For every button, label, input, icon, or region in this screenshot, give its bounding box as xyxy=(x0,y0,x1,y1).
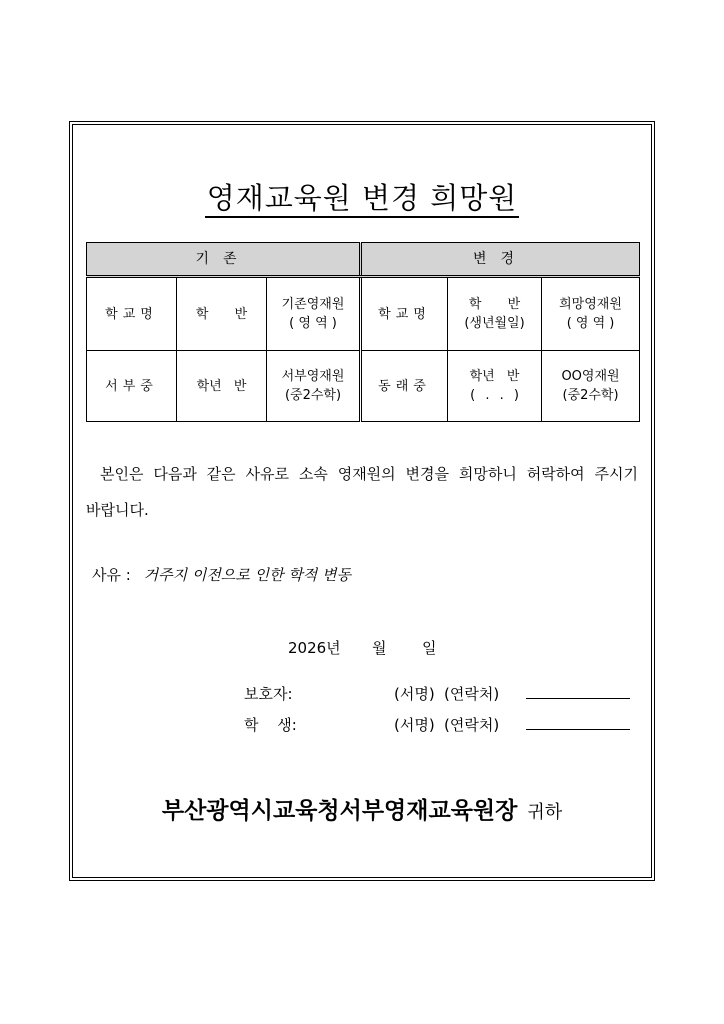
reason-text: 거주지 이전으로 인한 학적 변동 xyxy=(143,566,352,584)
section-existing: 기존 xyxy=(87,243,361,277)
student-contact-label: (연락처) xyxy=(444,716,500,734)
table-row xyxy=(87,351,640,422)
request-statement: 본인은 다음과 같은 사유로 소속 영재원의 변경을 희망하니 허락하여 주시기 바랍니다. xyxy=(86,465,638,519)
date-month: 월 xyxy=(372,639,387,657)
existing-center-header: 기존영재원 ( 영 역 ) xyxy=(267,277,361,351)
hope-center-value: OO영재원 (중2수학) xyxy=(542,351,640,422)
existing-school-value: 서부중 xyxy=(87,351,177,422)
addressee-org: 부산광역시교육청서부영재교육원장 xyxy=(161,797,518,824)
existing-class-header: 학 반 xyxy=(177,277,267,351)
section-change: 변경 xyxy=(361,243,640,277)
date-day: 일 xyxy=(422,639,437,657)
guardian-contact-label: (연락처) xyxy=(444,685,500,703)
addressee-suffix: 귀하 xyxy=(527,802,563,823)
document-title: 영재교육원 변경 희망원 xyxy=(0,176,724,217)
existing-class-value: 학년 반 xyxy=(177,351,267,422)
student-label: 학 생: xyxy=(244,716,297,734)
table-header-row xyxy=(87,243,640,277)
hope-center-header: 희망영재원 ( 영 역 ) xyxy=(542,277,640,351)
change-class-header: 학 반 (생년월일) xyxy=(448,277,542,351)
change-table xyxy=(86,242,640,422)
student-signature-line xyxy=(526,729,630,730)
reason-line xyxy=(92,564,351,585)
reason-label: 사유 : xyxy=(92,566,131,584)
addressee xyxy=(0,792,724,825)
existing-school-header: 학교명 xyxy=(87,277,177,351)
guardian-label: 보호자: xyxy=(244,685,293,703)
guardian-sign-label: (서명) xyxy=(394,685,435,703)
student-sign-label: (서명) xyxy=(394,716,435,734)
guardian-signature-line xyxy=(526,698,630,699)
date-year: 2026년 xyxy=(288,639,341,657)
existing-center-value: 서부영재원 (중2수학) xyxy=(267,351,361,422)
table-label-row xyxy=(87,277,640,351)
change-class-value: 학년 반 ( . . ) xyxy=(448,351,542,422)
change-school-value: 동래중 xyxy=(361,351,448,422)
change-school-header: 학교명 xyxy=(361,277,448,351)
